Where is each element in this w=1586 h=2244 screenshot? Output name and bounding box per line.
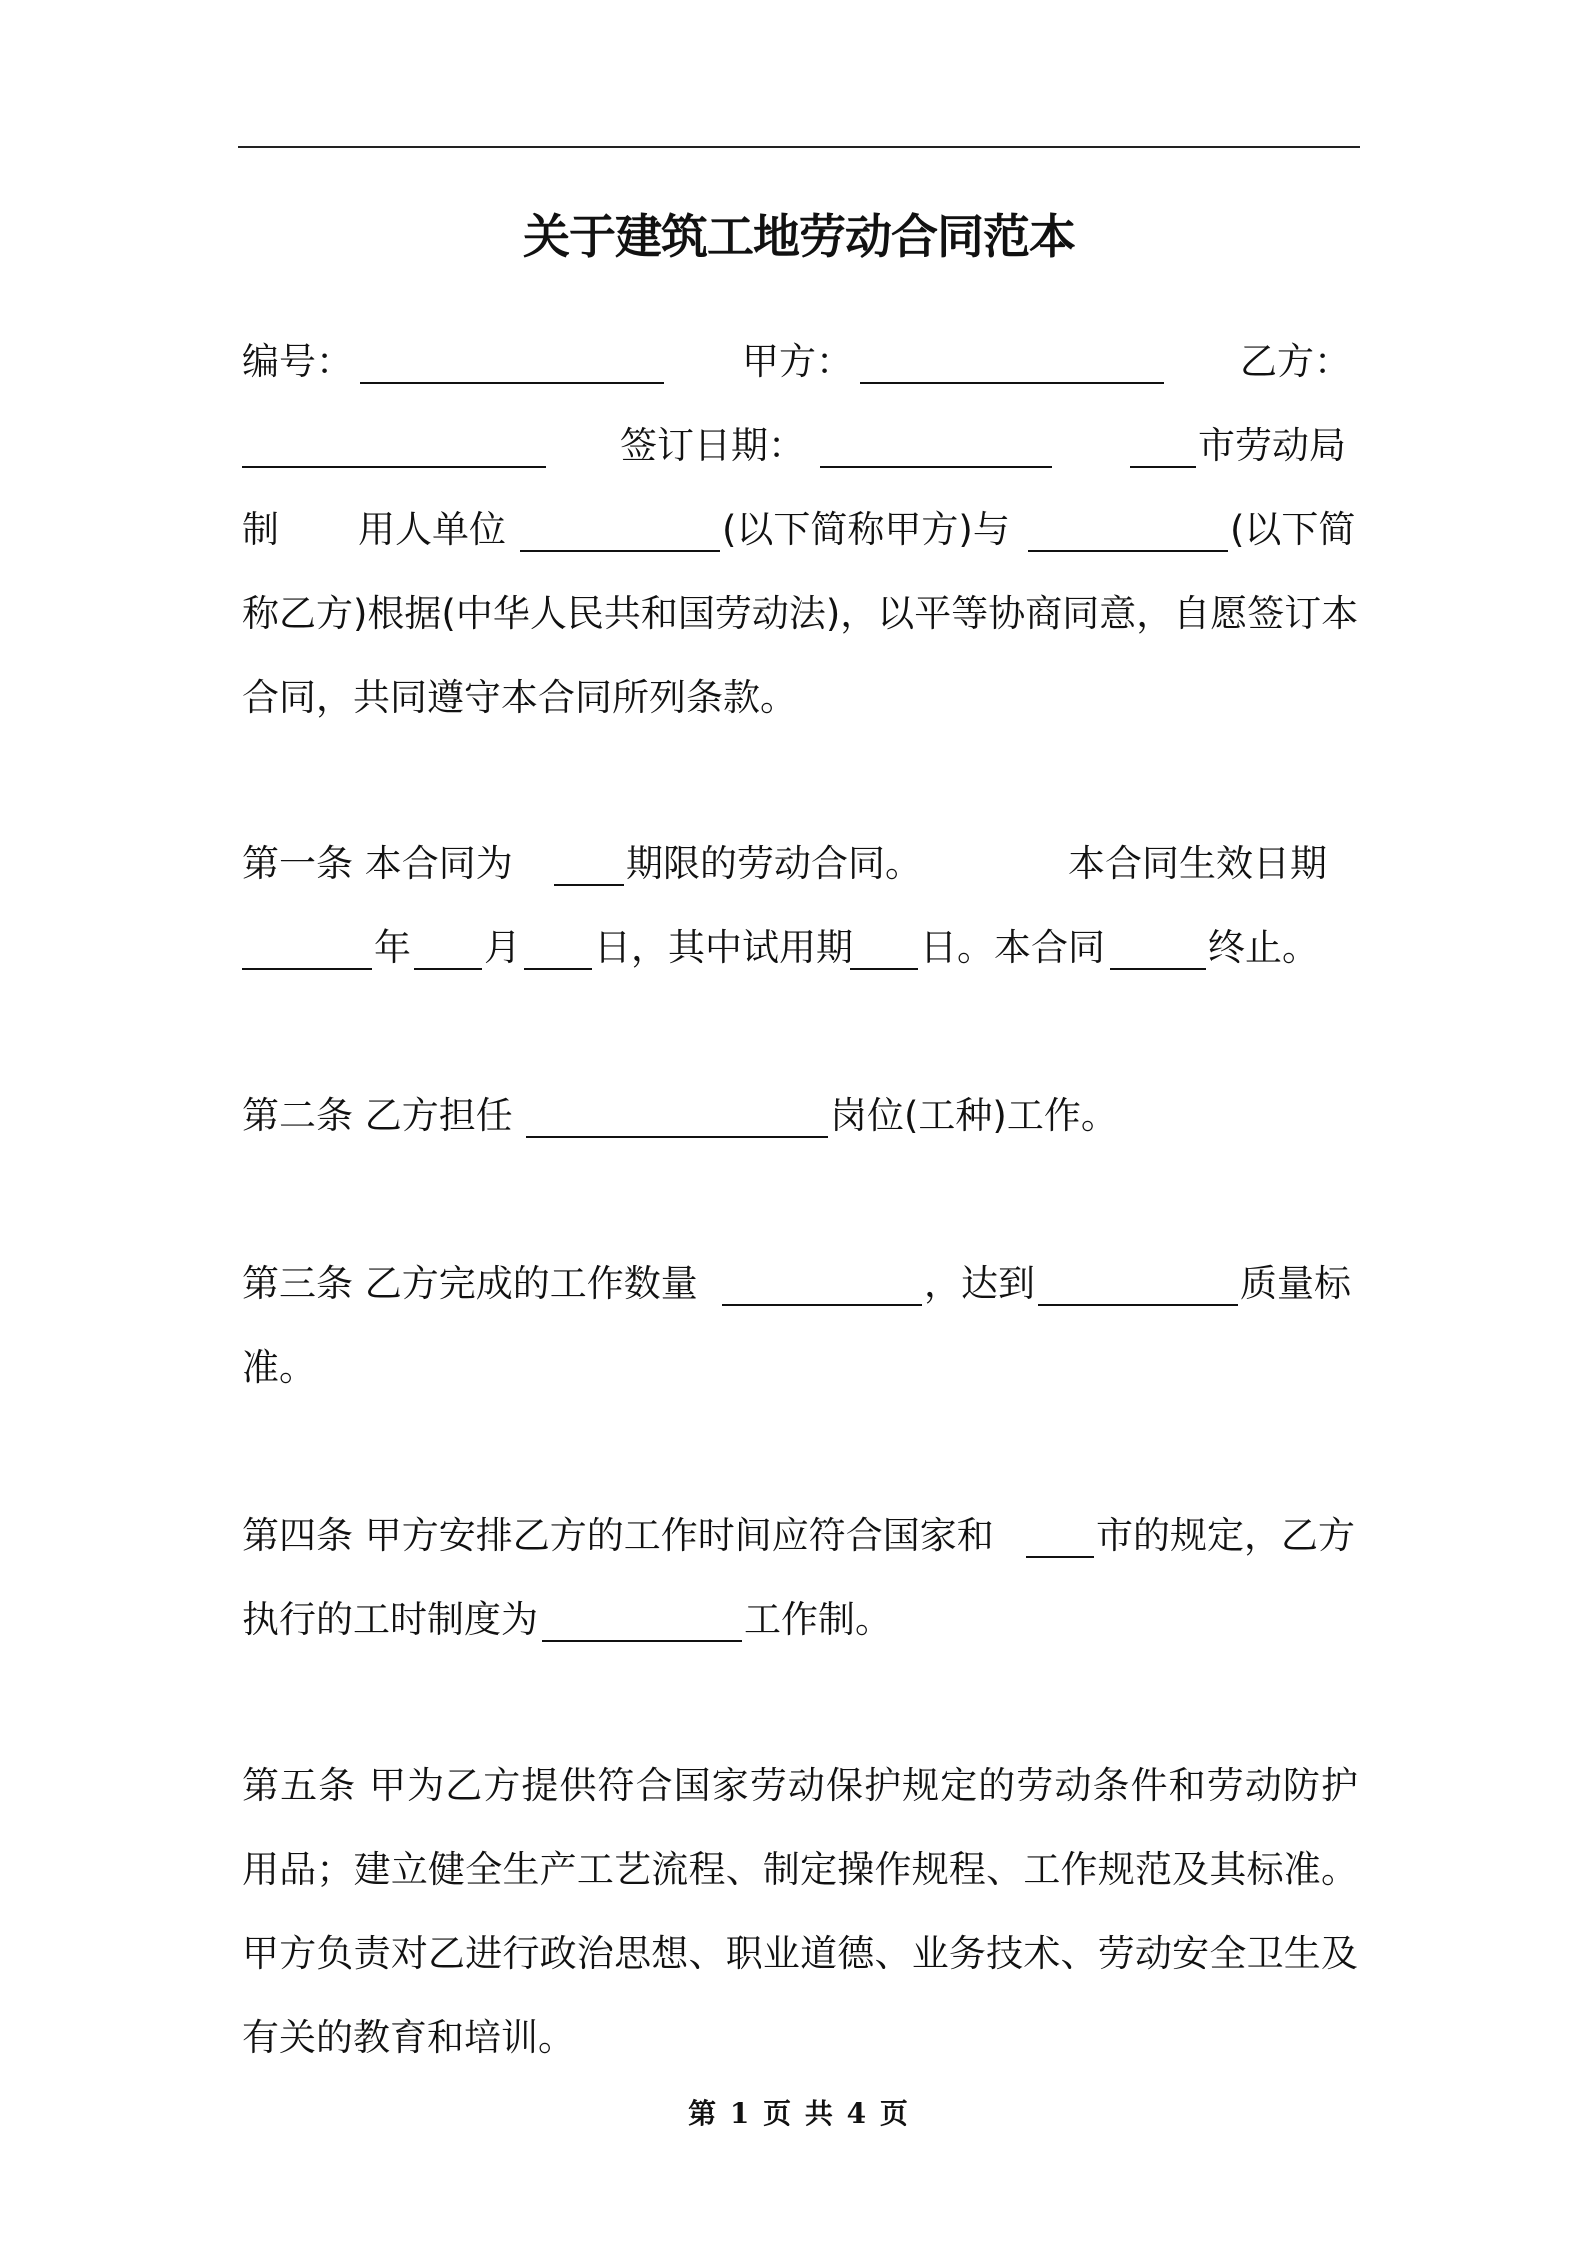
article-5-line-4: 有关的教育和培训。 bbox=[242, 2016, 575, 2059]
article-4-part-d: 工作制。 bbox=[744, 1598, 892, 1641]
zhi-char: 制 bbox=[242, 508, 279, 551]
header-line-2 bbox=[242, 416, 1358, 476]
article-1-line-1 bbox=[242, 834, 1358, 894]
article-4-line-2 bbox=[242, 1590, 1358, 1650]
end-label: 终止。 bbox=[1208, 926, 1319, 969]
month-label: 月 bbox=[484, 926, 521, 969]
preamble-part-1: 用人单位 bbox=[358, 508, 506, 551]
year-label: 年 bbox=[374, 926, 411, 969]
probation-blank bbox=[850, 924, 918, 970]
header-rule bbox=[238, 146, 1360, 148]
header-line-1 bbox=[242, 332, 1358, 392]
end-blank bbox=[1110, 924, 1206, 970]
article-3-part-a: 第三条 乙方完成的工作数量 bbox=[242, 1262, 698, 1305]
article-1-line-2 bbox=[242, 918, 1358, 978]
day-label: 日，其中试用期 bbox=[594, 926, 853, 969]
preamble-part-2: (以下简称甲方)与 bbox=[722, 508, 1010, 551]
article-1-part-a: 第一条 本合同为 bbox=[242, 842, 513, 885]
document-title: 关于建筑工地劳动合同范本 bbox=[523, 210, 1075, 265]
day-blank bbox=[524, 924, 592, 970]
article-4-part-a: 第四条 甲方安排乙方的工作时间应符合国家和 bbox=[242, 1514, 994, 1557]
article-2-part-a: 第二条 乙方担任 bbox=[242, 1094, 513, 1137]
biaohao-label: 编号： bbox=[242, 340, 353, 383]
preamble-line-3: 合同，共同遵守本合同所列条款。 bbox=[242, 676, 797, 719]
qianding-blank bbox=[820, 422, 1052, 468]
employer-blank bbox=[520, 506, 720, 552]
city-blank bbox=[1130, 422, 1196, 468]
city-labor-bureau: 市劳动局 bbox=[1198, 424, 1346, 467]
article-4-line-1 bbox=[242, 1506, 1358, 1566]
article-3-line-1 bbox=[242, 1254, 1358, 1314]
term-blank bbox=[554, 840, 624, 886]
quantity-blank bbox=[722, 1260, 922, 1306]
employee-blank bbox=[1028, 506, 1228, 552]
quality-blank bbox=[1038, 1260, 1238, 1306]
article-1-part-b: 期限的劳动合同。 bbox=[626, 842, 922, 885]
article-2-part-b: 岗位(工种)工作。 bbox=[830, 1094, 1118, 1137]
jiafang-label: 甲方： bbox=[742, 340, 853, 383]
qianding-label: 签订日期： bbox=[620, 424, 805, 467]
preamble-part-3: (以下简 bbox=[1230, 508, 1356, 551]
year-blank bbox=[242, 924, 372, 970]
article-4-part-c: 执行的工时制度为 bbox=[242, 1598, 538, 1641]
article-3-part-c: 质量标 bbox=[1240, 1262, 1351, 1305]
biaohao-blank bbox=[360, 338, 664, 384]
work-system-blank bbox=[542, 1596, 742, 1642]
jiafang-blank bbox=[860, 338, 1164, 384]
page-number: 第 1 页 共 4 页 bbox=[688, 2097, 910, 2130]
article-5-line-2: 用品；建立健全生产工艺流程、制定操作规程、工作规范及其标准。 bbox=[242, 1848, 1358, 1891]
day2-label: 日。本合同 bbox=[920, 926, 1105, 969]
article-5-line-1: 第五条 甲为乙方提供符合国家劳动保护规定的劳动条件和劳动防护 bbox=[242, 1764, 1358, 1807]
position-blank bbox=[526, 1092, 828, 1138]
yifang-label: 乙方： bbox=[1240, 340, 1351, 383]
month-blank bbox=[414, 924, 482, 970]
city-rule-blank bbox=[1026, 1512, 1094, 1558]
article-1-part-c: 本合同生效日期 bbox=[1068, 842, 1327, 885]
article-4-part-b: 市的规定，乙方 bbox=[1096, 1514, 1355, 1557]
article-5-line-3: 甲方负责对乙进行政治思想、职业道德、业务技术、劳动安全卫生及 bbox=[242, 1932, 1358, 1975]
article-3-part-b: ，达到 bbox=[924, 1262, 1035, 1305]
preamble-line-2: 称乙方)根据(中华人民共和国劳动法)，以平等协商同意，自愿签订本 bbox=[242, 592, 1359, 635]
article-2-line-1 bbox=[242, 1086, 1358, 1146]
preamble-line-1 bbox=[242, 500, 1358, 560]
article-3-line-2: 准。 bbox=[242, 1346, 316, 1389]
yifang-blank bbox=[242, 422, 546, 468]
